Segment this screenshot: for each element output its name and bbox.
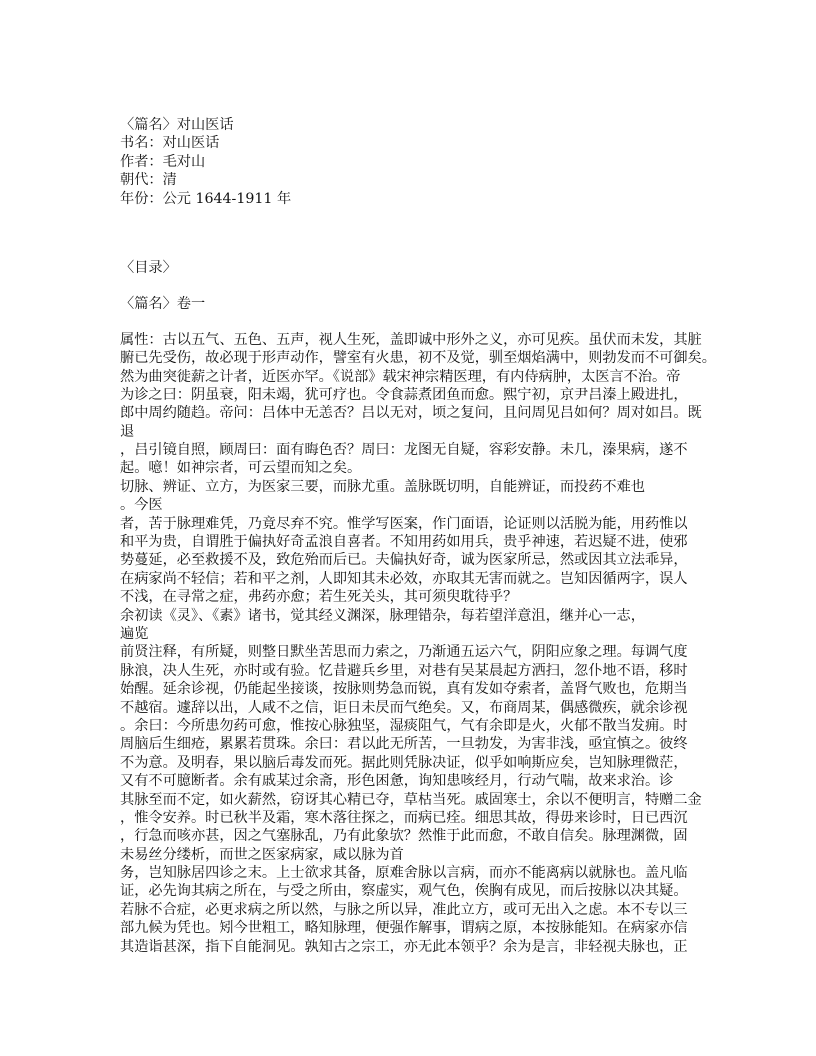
body-line: ，惟令安养。时已秋半及霜，寒木落往探之，而病已痊。细思其故，得毋来诊时，日已西沉 (120, 809, 688, 826)
body-line: 前贤注释，有所疑，则整日默坐苦思而力索之，乃渐通五运六气，阴阳应象之理。每调气度 (120, 644, 688, 661)
body-line: 不浅，在寻常之症，弗药亦愈；若生死关头，其可须臾耽待乎？ (120, 589, 518, 606)
spacer (120, 208, 710, 259)
body-line: 若脉不合症，必更求病之所以然，与脉之所以异，准此立方，或可无出入之虑。本不专以三 (120, 901, 688, 918)
body-line: 。余曰：今所患勿药可愈，惟按心脉独坚，湿痰阻气，气有余即是火，火郁不散当发痈。时 (120, 717, 688, 734)
body-line: 不越宿。遽辞以出，人咸不之信，讵日未昃而气绝矣。又，布商周某，偶感微疾，就余诊视 (120, 699, 688, 716)
book-name: 书名：对山医话 (120, 135, 220, 152)
body-line: 。今医 (120, 497, 163, 514)
body-line: ，行急而咳亦甚，因之气塞脉乱，乃有此象欤？然惟于此而愈，不敢自信矣。脉理渊微，固 (120, 828, 688, 845)
body-line: 起。噫！如神宗者，可云望而知之矣。 (120, 460, 362, 477)
body-line: 部九候为凭也。矧今世粗工，略知脉理，便强作解事，谓病之原，本按脉能知。在病家亦信 (120, 920, 688, 937)
body-line: 腑已先受伤，故必现于形声动作，譬室有火患，初不及觉，驯至烟焰满中，则勃发而不可御矣。 (120, 350, 716, 367)
body-line: 始醒。延余诊视，仍能起坐接谈，按脉则势急而锐，真有发如夺索者，盖肾气败也，危期当 (120, 681, 688, 698)
body-line: ，吕引镜自照，顾周曰：面有晦色否？周曰：龙图无自疑，容彩安静。未几，溱果病，遂不 (120, 442, 688, 459)
body-line: 势蔓延，必至救援不及，致危殆而后已。夫偏执好奇，诚为医家所忌，然或因其立法乖异， (120, 552, 688, 569)
body-line: 在病家尚不轻信；若和平之剂，人即知其未必效，亦取其无害而就之。岂知因循两字，误人 (120, 570, 688, 587)
body-line: 脉浪，决人生死，亦时或有验。忆昔避兵乡里，对巷有吴某晨起方洒扫，忽仆地不语，移时 (120, 662, 688, 679)
body-line: 郎中周约随趋。帝问：吕体中无恙否？吕以无对，顷之复问，且问周见吕如何？周对如吕。既 (120, 405, 702, 422)
body-line: 属性：古以五气、五色、五声，视人生死，盖即诚中形外之义，亦可见疾。虽伏而未发，其脏 (120, 331, 702, 348)
body-line: 者，苦于脉理难凭，乃竟尽弃不究。惟学写医案，作门面语，论证则以活脱为能，用药惟以 (120, 515, 688, 532)
body-line: 然为曲突徙薪之计者，近医亦罕。《说部》载宋神宗精医理，有内侍病肿，太医言不治。帝 (120, 368, 681, 385)
body-line: 余初读《灵》、《素》诸书，觉其经义渊深，脉理错杂，每若望洋意沮，继并心一志， (120, 607, 645, 624)
chapter-title: 〈篇名〉卷一 (120, 295, 206, 312)
body-line: 务，岂知脉居四诊之末。上士欲求其备，原难舍脉以言病，而亦不能离病以就脉也。盖凡临 (120, 865, 688, 882)
body-line: 不为意。及明春，果以脑后毒发而死。据此则凭脉决证，似乎如响斯应矣，岂知脉理微茫， (120, 754, 688, 771)
body-line: 又有不可臆断者。余有戚某过余斋，形色困惫，询知患咳经月，行动气喘，故来求治。诊 (120, 773, 674, 790)
spacer (120, 277, 710, 295)
dynasty: 朝代：清 (120, 172, 177, 189)
body-line: 遍览 (120, 625, 149, 642)
body-line: 退 (120, 423, 135, 440)
body-line: 证，必先询其病之所在，与受之所由，察虚实，观气色，俟胸有成见，而后按脉以决其疑。 (120, 883, 688, 900)
section-tag: 〈篇名〉对山医话 (120, 117, 234, 133)
years: 年份：公元 1644-1911 年 (120, 190, 292, 207)
body-line: 和平为贵，自谓胜于偏执好奇孟浪自喜者。不知用药如用兵，贵乎神速，若迟疑不进，使邪 (120, 534, 688, 551)
body-line: 其脉至而不定，如火薪然，窃讶其心精已夺，草枯当死。戚固寒士，余以不便明言，特赠二金 (120, 791, 702, 808)
body-line: 周脑后生细疮，累累若贯珠。余曰：君以此无所苦，一旦勃发，为害非浅，亟宜慎之。彼终 (120, 736, 688, 753)
body-text (120, 331, 716, 956)
body-line: 为诊之曰：阴虽衰，阳未竭，犹可疗也。令食蒜煮团鱼而愈。熙宁初，京尹吕溱上殿进扎， (120, 386, 688, 403)
author: 作者：毛对山 (120, 153, 206, 170)
spacer (120, 313, 710, 331)
body-line: 未易丝分缕析，而世之医家病家，咸以脉为首 (120, 846, 404, 863)
document-page (120, 116, 716, 956)
body-line: 其造诣甚深，指下自能洞见。孰知古之宗工，亦无此本领乎？余为是言，非轻视夫脉也，正 (120, 938, 688, 955)
toc-label: 〈目录〉 (120, 259, 177, 276)
body-line: 切脉、辨证、立方，为医家三要，而脉尤重。盖脉既切明，自能辨证，而投药不难也 (120, 478, 645, 495)
